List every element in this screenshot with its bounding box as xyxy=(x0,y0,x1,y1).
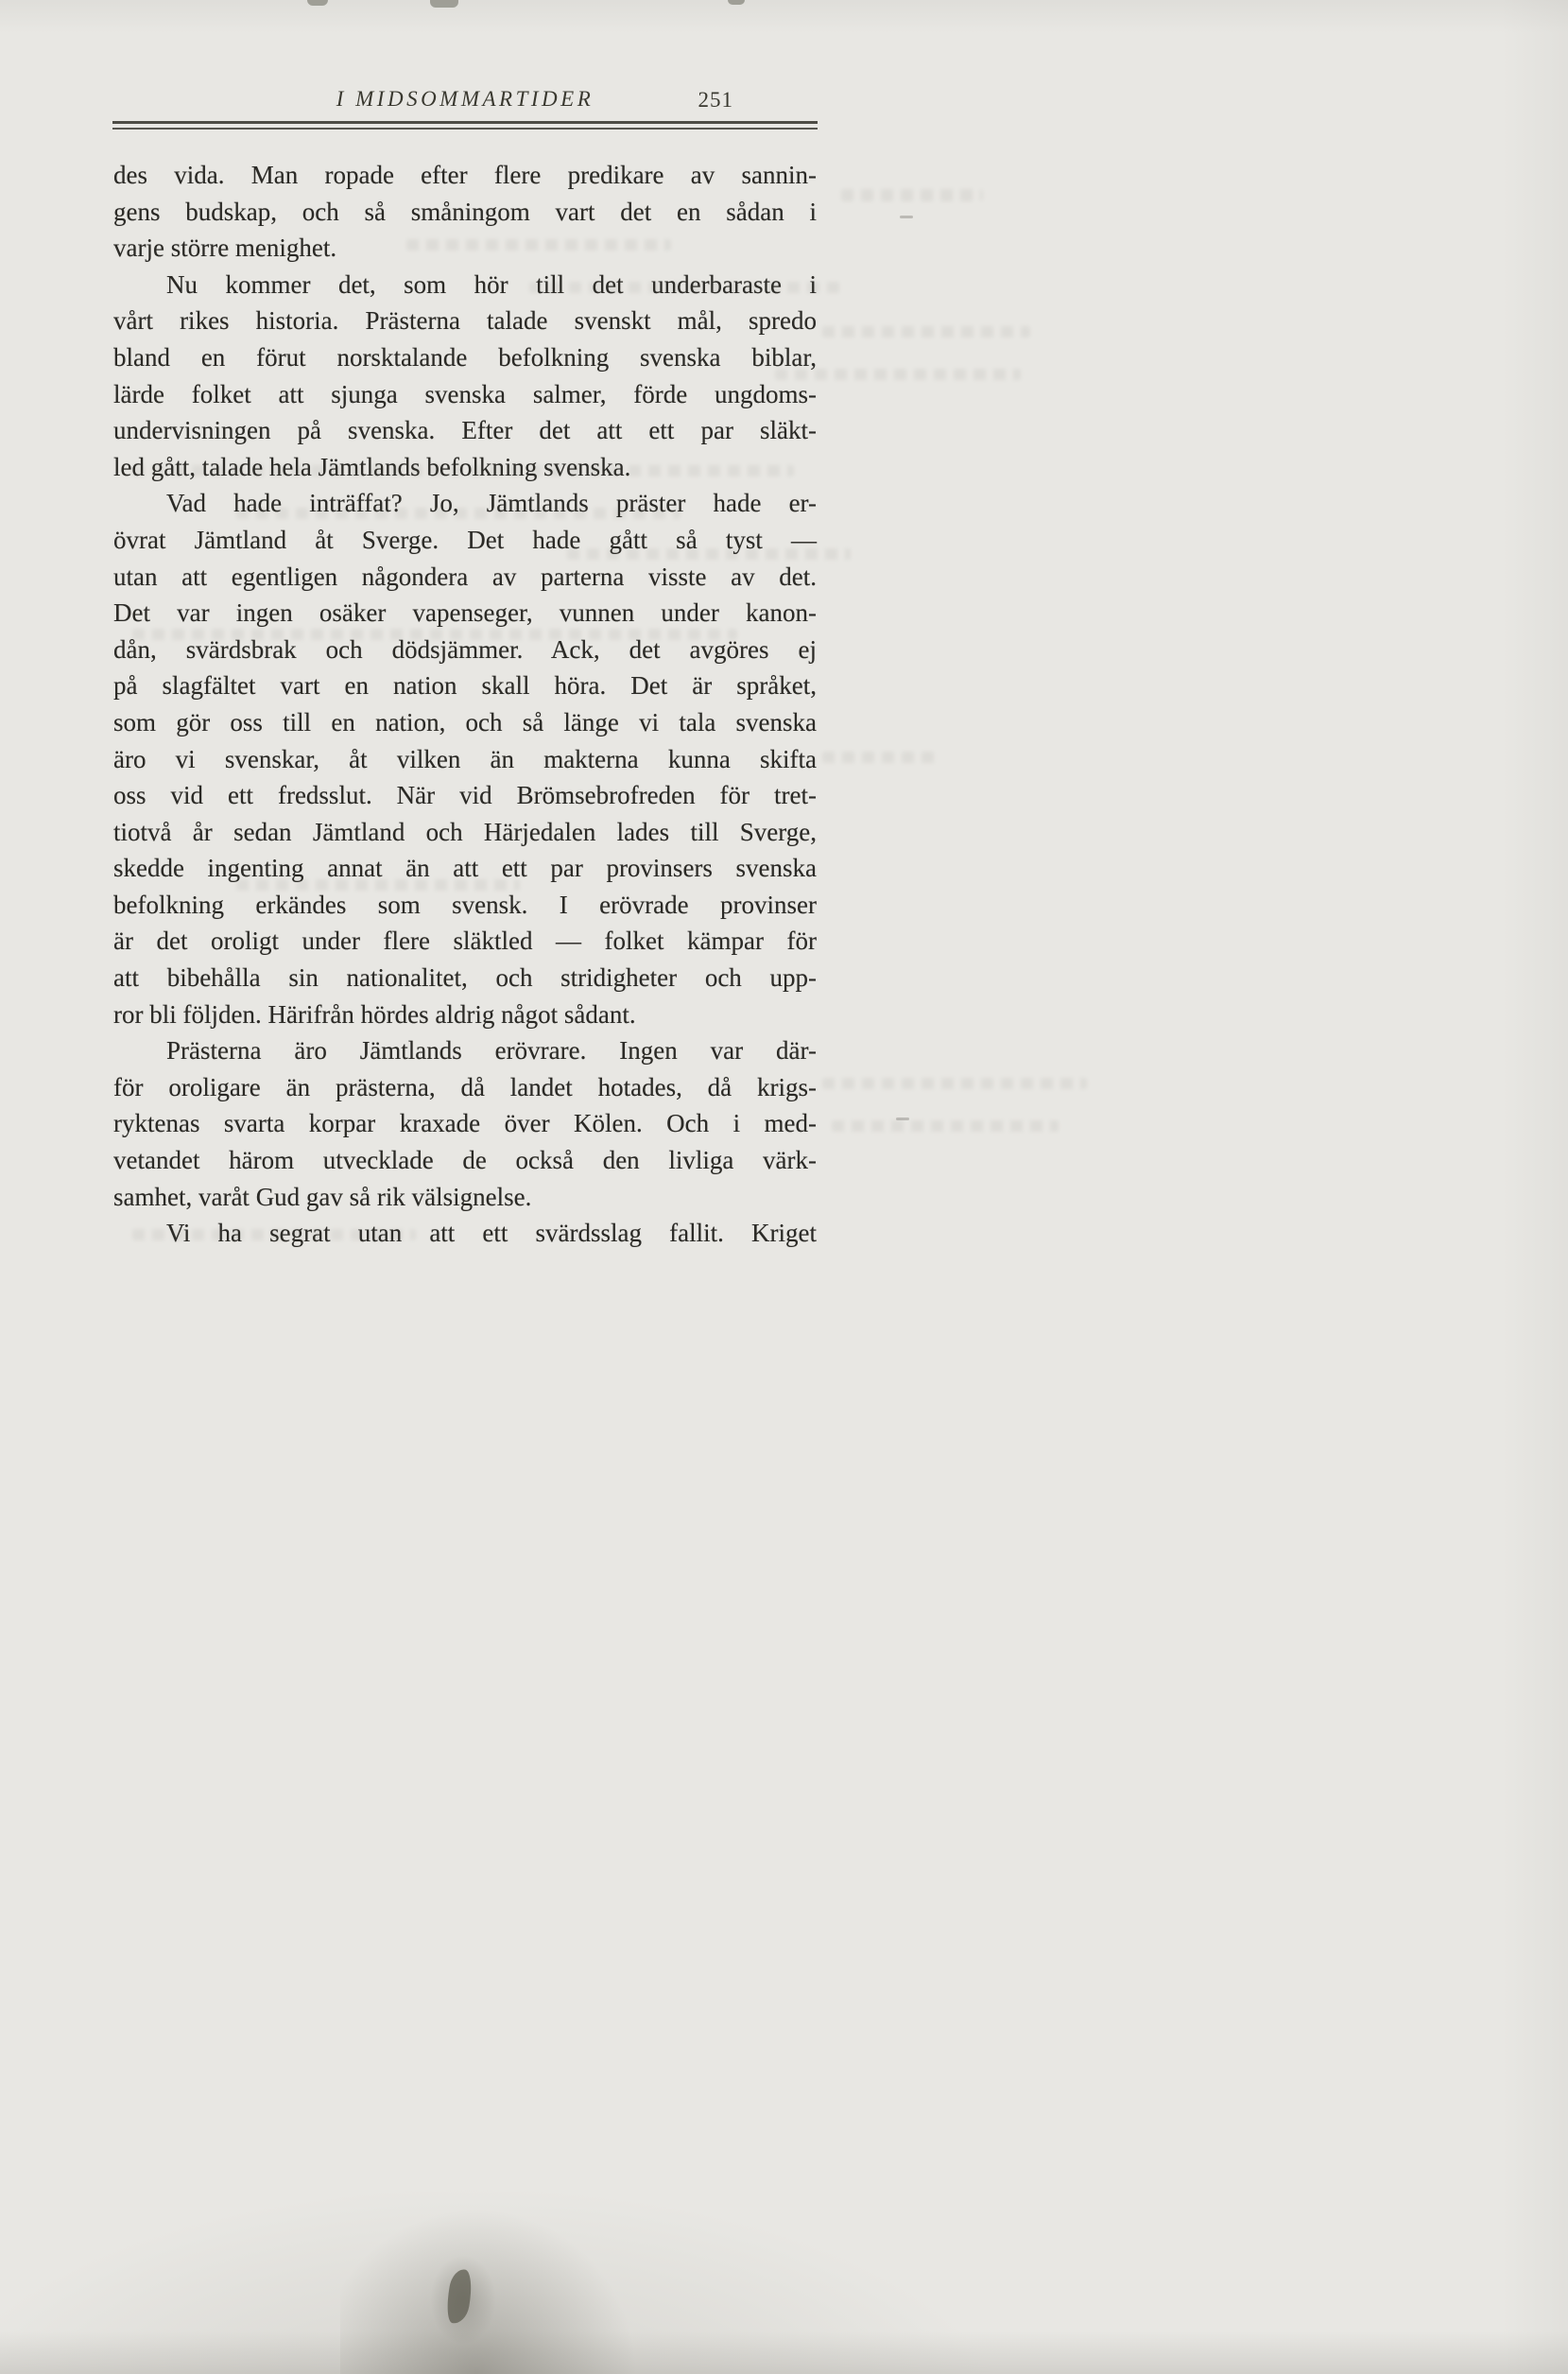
bleedthrough-mark xyxy=(832,1120,1059,1132)
margin-mark xyxy=(896,1118,909,1120)
text-line: äro vi svenskar, åt vilken än makterna kunna skifta xyxy=(113,744,817,773)
scan-speck xyxy=(307,0,328,6)
bleedthrough-mark xyxy=(529,282,841,293)
text-line: Prästerna äro Jämtlands erövrare. Ingen var där- xyxy=(166,1036,817,1066)
text-line: Vad hade inträffat? Jo, Jämtlands präster hade er- xyxy=(166,489,817,518)
body-text xyxy=(113,157,817,1252)
text-line: skedde ingenting annat än att ett par provinsers svenska xyxy=(113,854,817,883)
bleedthrough-mark xyxy=(132,465,794,477)
text-line: bland en förut norsktalande befolkning svenska biblar, xyxy=(113,342,817,372)
bleedthrough-mark xyxy=(132,629,737,640)
bleedthrough-mark xyxy=(132,1229,416,1240)
text-line: gens budskap, och så småningom vart det en sådan i xyxy=(113,197,817,226)
bleedthrough-mark xyxy=(775,369,1021,380)
scan-speck xyxy=(728,0,745,5)
text-line: lärde folket att sjunga svenska salmer, förde ungdoms- xyxy=(113,379,817,408)
bleedthrough-mark xyxy=(822,1078,1087,1089)
bleedthrough-mark xyxy=(841,189,983,201)
text-line: samhet, varåt Gud gav så rik välsignelse. xyxy=(113,1182,532,1211)
text-line: för oroligare än prästerna, då landet hotades, då krigs- xyxy=(113,1072,817,1101)
bleedthrough-mark xyxy=(822,326,1030,338)
scan-speck xyxy=(430,0,458,8)
text-line: ror bli följden. Härifrån hördes aldrig något sådant. xyxy=(113,999,636,1029)
bleedthrough-mark xyxy=(822,752,936,763)
text-line: ryktenas svarta korpar kraxade över Kölen. Och i med- xyxy=(113,1109,817,1138)
text-line: att bibehålla sin nationalitet, och stridigheter och upp- xyxy=(113,963,817,993)
text-line: Nu kommer det, som hör till det underbaraste i xyxy=(166,269,817,299)
text-line: varje större menighet. xyxy=(113,234,337,263)
text-line: övrat Jämtland åt Sverge. Det hade gått så tyst — xyxy=(113,525,817,554)
text-line: Det var ingen osäker vapenseger, vunnen under kanon- xyxy=(113,598,817,628)
text-line: Vi ha segrat utan att ett svärdsslag fallit. Kriget xyxy=(166,1219,817,1248)
text-line: des vida. Man ropade efter flere predikare av sannin- xyxy=(113,161,817,189)
text-line: som gör oss till en nation, och så länge vi tala svenska xyxy=(113,707,817,736)
bleedthrough-mark xyxy=(567,548,851,560)
text-line: är det oroligt under flere släktled — folket kämpar för xyxy=(113,927,817,956)
text-line: på slagfältet vart en nation skall höra. Det är språket, xyxy=(113,671,817,701)
text-line: led gått, talade hela Jämtlands befolkning svenska. xyxy=(113,452,631,481)
text-line: vårt rikes historia. Prästerna talade svenskt mål, spredo xyxy=(113,306,817,336)
text-line: undervisningen på svenska. Efter det att ett par släkt- xyxy=(113,416,817,445)
text-line: befolkning erkändes som svensk. I erövrade provinser xyxy=(113,890,817,919)
bleedthrough-mark xyxy=(406,239,671,251)
text-line: oss vid ett fredsslut. När vid Brömsebrofreden för tret- xyxy=(113,781,817,810)
margin-mark xyxy=(900,216,913,218)
header-rule xyxy=(112,121,818,130)
text-line: utan att egentligen någondera av parterna visste av det. xyxy=(113,562,817,591)
running-title: I MIDSOMMARTIDER xyxy=(336,87,594,111)
bleedthrough-mark xyxy=(236,879,520,891)
text-line: tiotvå år sedan Jämtland och Härjedalen lades till Sverge, xyxy=(113,817,817,846)
page-number: 251 xyxy=(698,88,733,112)
text-line: vetandet härom utvecklade de också den livliga värk- xyxy=(113,1146,817,1175)
bleedthrough-mark xyxy=(236,508,681,519)
page-header xyxy=(113,87,817,119)
text-line: dån, svärdsbrak och dödsjämmer. Ack, det avgöres ej xyxy=(113,634,817,664)
